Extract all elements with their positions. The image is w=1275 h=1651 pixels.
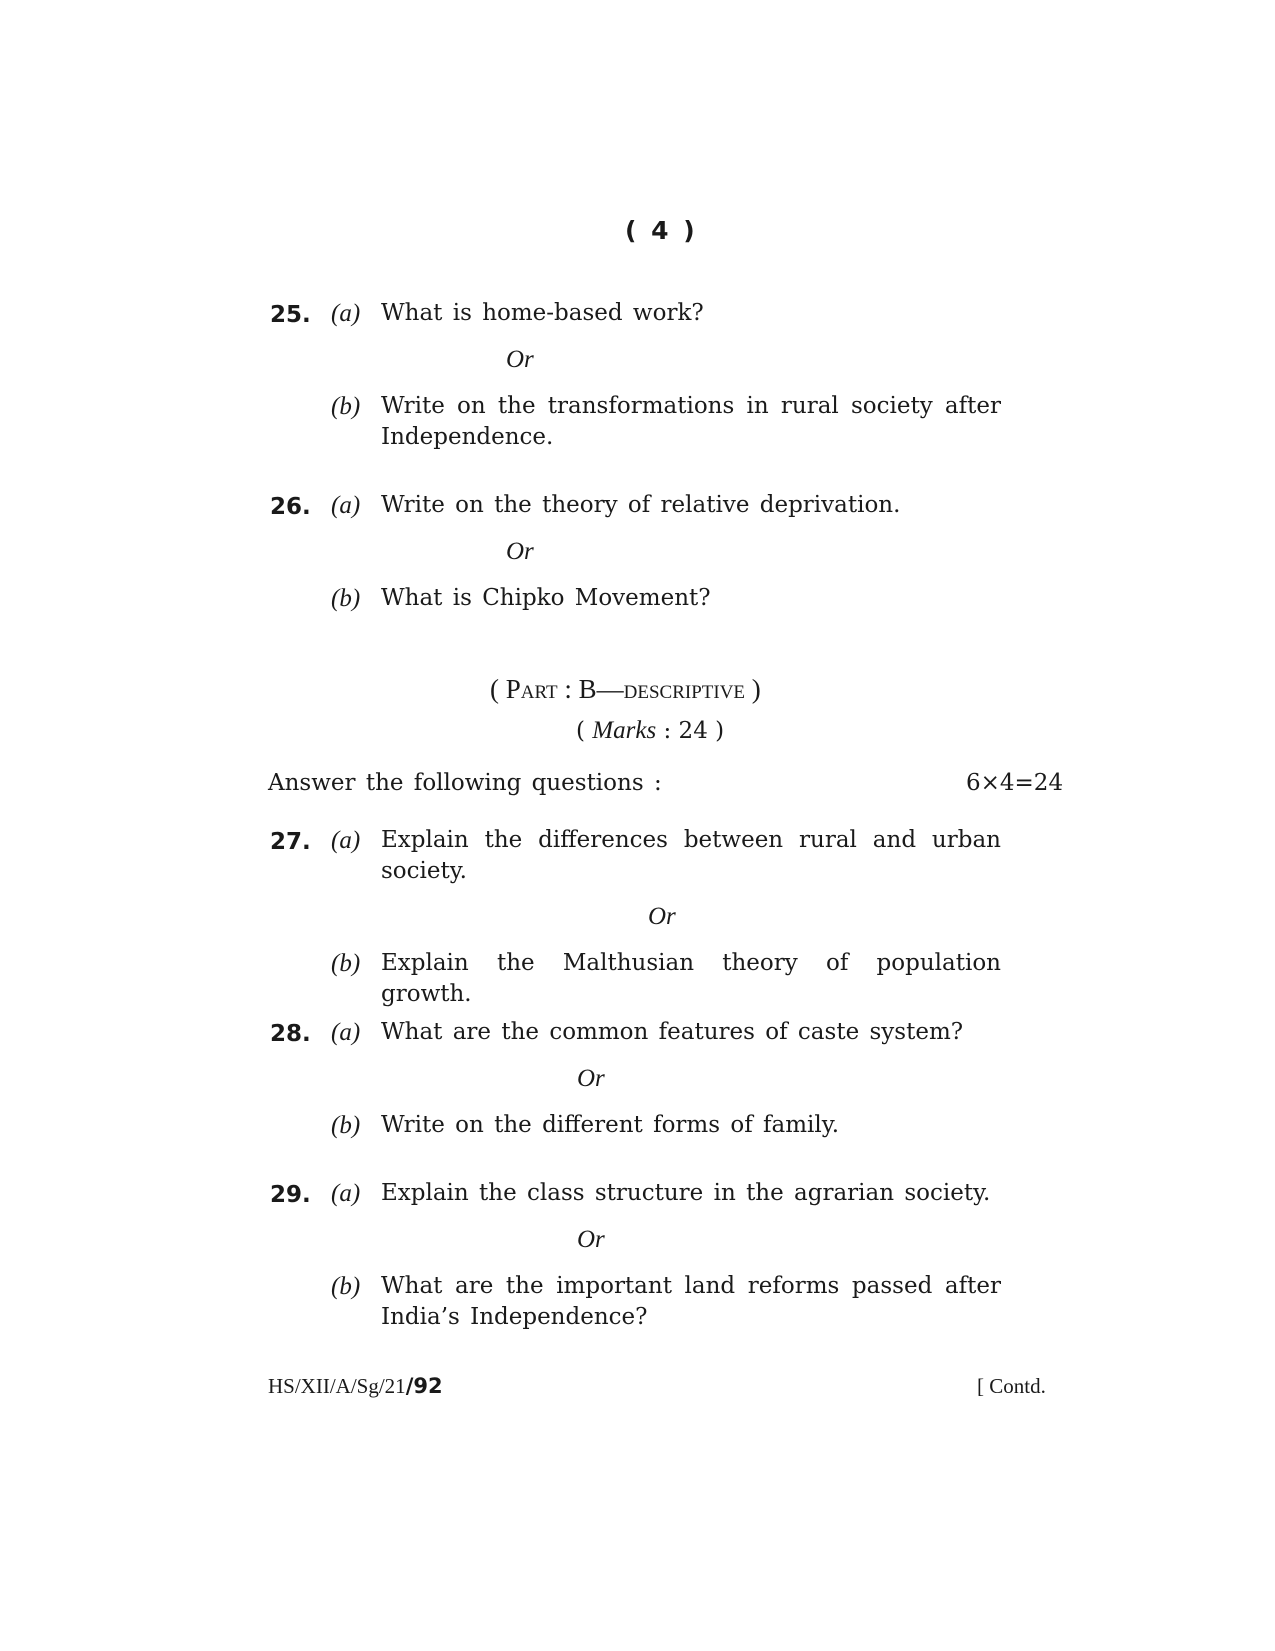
question-25-a-label: (a) bbox=[331, 300, 361, 327]
question-26-a-label: (a) bbox=[331, 492, 361, 519]
question-29-a-text: Explain the class structure in the agrarian society. bbox=[381, 1180, 991, 1206]
instruction-text: Answer the following questions : bbox=[268, 770, 662, 796]
footer-code-text: HS/XII/A/Sg/21 bbox=[268, 1374, 406, 1398]
question-26-or: Or bbox=[506, 538, 534, 565]
marks-value: : 24 ) bbox=[656, 718, 725, 744]
part-b-part-word: Part bbox=[505, 674, 558, 704]
question-26-b-text: What is Chipko Movement? bbox=[381, 585, 711, 611]
question-25-b-label: (b) bbox=[331, 393, 361, 420]
part-b-open: ( bbox=[490, 674, 506, 704]
question-26-b-label: (b) bbox=[331, 585, 361, 612]
question-27-b-label: (b) bbox=[331, 950, 361, 977]
part-b-kind: descriptive bbox=[623, 674, 746, 704]
question-28-or: Or bbox=[577, 1065, 605, 1092]
marks-label: Marks bbox=[592, 717, 657, 744]
question-28-a-text: What are the common features of caste system? bbox=[381, 1019, 964, 1045]
question-27-a-label: (a) bbox=[331, 827, 361, 854]
part-b-sep: : B— bbox=[557, 674, 624, 704]
footer-code bbox=[268, 1374, 443, 1399]
question-27-b-text: Explain the Malthusian theory of population growth. bbox=[381, 950, 1001, 1007]
question-28-number: 28. bbox=[270, 1021, 311, 1047]
instruction-marks: 6×4=24 bbox=[966, 770, 1064, 796]
question-27-a-text: Explain the differences between rural and urban society. bbox=[381, 827, 1001, 884]
part-b-heading bbox=[490, 674, 761, 705]
question-25-or: Or bbox=[506, 346, 534, 373]
footer-contd: [ Contd. bbox=[977, 1374, 1046, 1398]
question-29-b-text: What are the important land reforms passed after India’s Independence? bbox=[381, 1273, 1001, 1330]
footer-code-bold: /92 bbox=[405, 1374, 443, 1398]
question-26-a-text: Write on the theory of relative deprivation. bbox=[381, 492, 901, 518]
question-27-number: 27. bbox=[270, 829, 311, 855]
marks-open: ( bbox=[576, 718, 593, 744]
page-number: ( 4 ) bbox=[625, 216, 698, 245]
question-27-or: Or bbox=[648, 903, 676, 930]
part-b-marks bbox=[576, 717, 724, 745]
question-28-a-label: (a) bbox=[331, 1019, 361, 1046]
question-25-number: 25. bbox=[270, 302, 311, 328]
question-29-a-label: (a) bbox=[331, 1180, 361, 1207]
question-28-b-text: Write on the different forms of family. bbox=[381, 1112, 840, 1138]
question-29-or: Or bbox=[577, 1226, 605, 1253]
question-29-number: 29. bbox=[270, 1182, 311, 1208]
question-25-a-text: What is home-based work? bbox=[381, 300, 704, 326]
question-28-b-label: (b) bbox=[331, 1112, 361, 1139]
question-26-number: 26. bbox=[270, 494, 311, 520]
question-25-b-text: Write on the transformations in rural society after Independence. bbox=[381, 393, 1001, 450]
question-29-b-label: (b) bbox=[331, 1273, 361, 1300]
part-b-close: ) bbox=[745, 674, 761, 704]
